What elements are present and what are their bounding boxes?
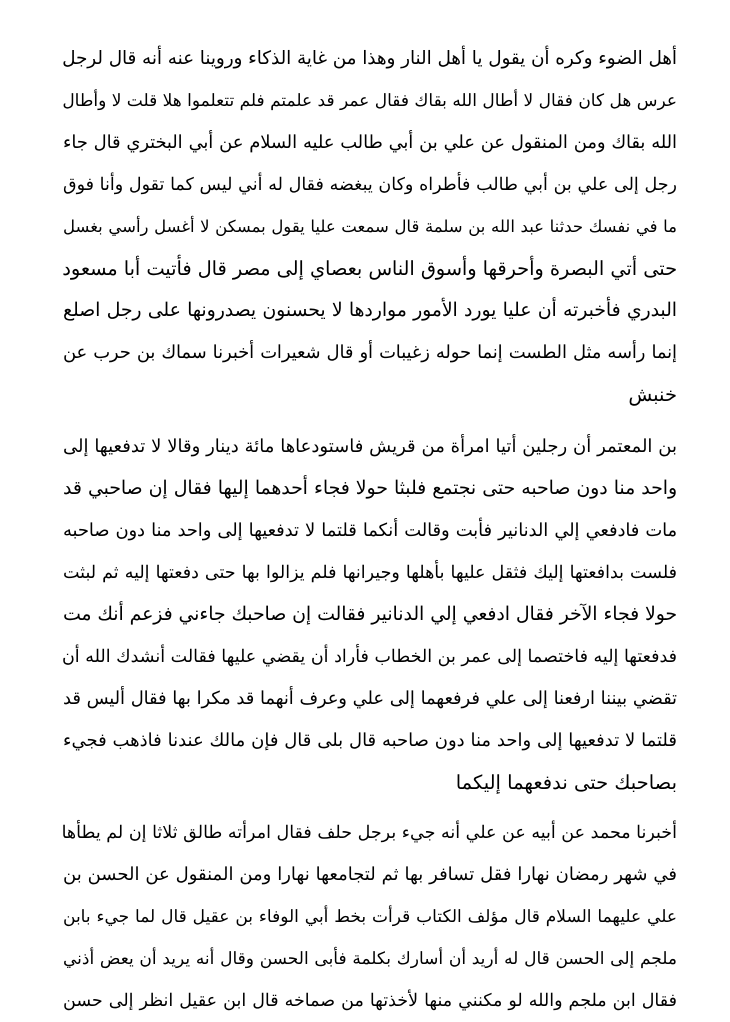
paragraph-3 — [63, 812, 677, 1022]
text-line: بصاحبك حتى ندفعهما إليكما — [455, 771, 677, 794]
text-line: أهل الضوء وكره أن يقول يا أهل النار وهذا من غاية الذكاء وروينا عنه أنه قال لرجل — [62, 48, 677, 69]
text-line: البدري فأخبرته أن عليا يورد الأمور مواردها لا يحسنون يصدرونها على رجل اصلع — [63, 300, 677, 321]
text-line: في شهر رمضان نهارا فقل تسافر بها ثم لتجامعها نهارا ومن المنقول عن الحسن بن — [63, 864, 677, 885]
text-line: تقضي بيننا ارفعنا إلى علي فرفعهما إلى علي وعرف أنهما قد مكرا بها فقال أليس قد — [63, 689, 677, 709]
document-page — [61, 38, 677, 1011]
text-line: ما في نفسك حدثنا عبد الله بن سلمة قال سمعت عليا يقول بمسكن لا أغسل رأسي بغسل — [63, 217, 677, 236]
paragraph-2 — [63, 426, 677, 804]
text-line: علي عليهما السلام قال مؤلف الكتاب قرأت بخط أبي الوفاء بن عقيل قال لما جيء بابن — [63, 907, 677, 927]
text-line: مات فادفعي إلي الدنانير فأبت وقالت أنكما قلتما لا تدفعيها إلى واحد منا دون صاحبه — [63, 521, 677, 541]
text-line: واحد منا دون صاحبه حتى نجتمع فلبثا حولا فجاء أحدهما إليها فقال إن صاحبي قد — [63, 478, 677, 499]
text-line: فقال ابن ملجم والله لو مكنني منها لأخذتها من صماخه قال ابن عقيل انظر إلى حسن — [63, 991, 677, 1011]
text-line: خنبش — [628, 383, 677, 406]
text-line: فلست بدافعتها إليك فثقل عليها بأهلها وجيرانها فلم يزالوا بها حتى دفعتها إليه ثم لبثت — [63, 563, 677, 583]
text-line: رجل إلى علي بن أبي طالب فأطراه وكان يبغضه فقال له أني ليس كما تقول وأنا فوق — [63, 175, 677, 195]
paragraph-1 — [63, 38, 677, 416]
text-line: عرس هل كان فقال لا أطال الله بقاك فقال عمر قد علمتم فلم تتعلموا هلا قلت لا وأطال — [62, 91, 677, 111]
text-line: قلتما لا تدفعيها إلى واحد منا دون صاحبه قال بلى قال فإن مالك عندنا فاذهب فجيء — [63, 730, 677, 751]
text-line: أخبرنا محمد عن أبيه عن علي أنه جيء برجل حلف فقال امرأته طالق ثلاثا إن لم يطأها — [61, 823, 677, 843]
text-line: حولا فجاء الآخر فقال ادفعي إلي الدنانير فقالت إن صاحبك جاءني فزعم أنك مت — [63, 604, 677, 625]
text-line: ملجم إلى الحسن قال له أريد أن أسارك بكلمة فأبى الحسن وقال أنه يريد أن يعض أذني — [63, 949, 677, 969]
text-line: بن المعتمر أن رجلين أتيا امرأة من قريش فاستودعاها مائة دينار وقالا لا تدفعيها إلى — [63, 436, 677, 457]
text-line: الله بقاك ومن المنقول عن علي بن أبي طالب عليه السلام عن أبي البختري قال جاء — [63, 133, 677, 153]
text-line: حتى أتي البصرة وأحرقها وأسوق الناس بعصاي إلى مصر قال فأتيت أبا مسعود — [62, 257, 677, 280]
text-line: فدفعتها إليه فاختصما إلى عمر بن الخطاب فأراد أن يقضي عليها فقالت أنشدك الله أن — [61, 647, 677, 667]
text-line: إنما رأسه مثل الطست إنما حوله زغيبات أو قال شعيرات أخبرنا سماك بن حرب عن — [63, 343, 677, 363]
